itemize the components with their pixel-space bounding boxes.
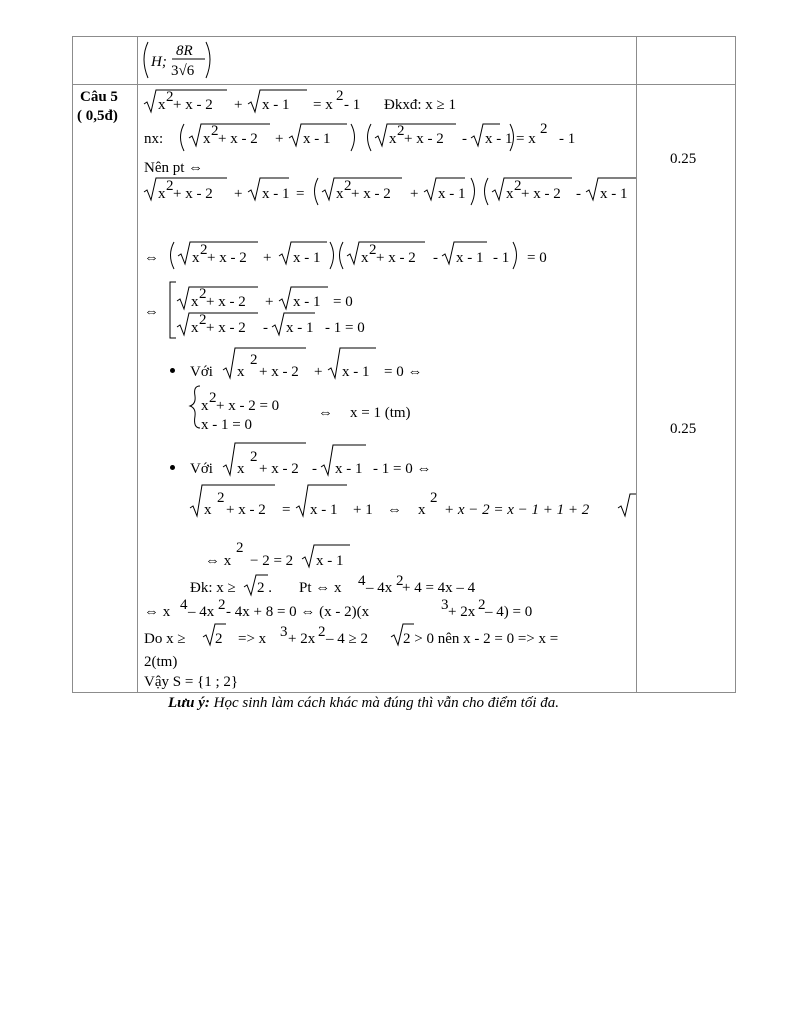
svg-text:2: 2 <box>215 631 223 647</box>
svg-text:-: - <box>312 461 317 477</box>
svg-text:-: - <box>576 186 581 202</box>
svg-text:2: 2 <box>430 490 438 506</box>
svg-text:x - 1: x - 1 <box>303 131 331 147</box>
svg-text:x: x <box>237 461 245 477</box>
svg-text:x - 1: x - 1 <box>600 186 628 202</box>
svg-text:+: + <box>265 294 274 310</box>
svg-text:+: + <box>263 250 272 266</box>
since-result: 2(tm) <box>144 654 178 670</box>
case-1-condition <box>190 348 422 380</box>
condition-two <box>190 573 476 596</box>
svg-text:+ x − 2 = x − 1 + 1 + 2: + x − 2 = x − 1 + 1 + 2 <box>444 502 590 518</box>
svg-text:2: 2 <box>514 178 522 194</box>
svg-text:2: 2 <box>166 178 174 194</box>
equation-equivalent <box>144 178 636 205</box>
case-2-condition <box>190 443 431 477</box>
svg-text:+ 2x: + 2x <box>448 604 476 620</box>
svg-text:x: x <box>204 502 212 518</box>
svg-text:x - 1: x - 1 <box>316 553 344 569</box>
step-two <box>205 540 350 569</box>
svg-text:=> x: => x <box>238 631 267 647</box>
svg-text:2: 2 <box>218 597 226 613</box>
svg-text:- 1: - 1 <box>493 250 510 266</box>
svg-text:=: = <box>296 186 305 202</box>
svg-text:+ x - 2: + x - 2 <box>206 294 246 310</box>
svg-text:= 0 ⇔: = 0 ⇔ <box>384 364 423 380</box>
svg-text:-: - <box>433 250 438 266</box>
svg-text:2 .: 2 . <box>257 580 272 596</box>
svg-text:2: 2 <box>236 540 244 556</box>
svg-text:2: 2 <box>166 89 174 105</box>
svg-text:2: 2 <box>336 88 344 104</box>
svg-text:⇔: ⇔ <box>318 405 333 421</box>
svg-text:x - 1: x - 1 <box>293 250 321 266</box>
svg-text:x: x <box>418 502 426 518</box>
svg-text:2: 2 <box>209 390 217 406</box>
svg-text:− 2 = 2: − 2 = 2 <box>250 553 294 569</box>
svg-text:2: 2 <box>396 573 404 589</box>
svg-text:+: + <box>234 186 243 202</box>
svg-text:- 4x + 8 = 0 ⇔ (x - 2)(x: - 4x + 8 = 0 ⇔ (x - 2)(x <box>226 604 370 620</box>
note-text: Học sinh làm cách khác mà đúng thì vẫn cho điểm tối đa. <box>213 695 560 711</box>
svg-text:+ x - 2: + x - 2 <box>226 502 266 518</box>
svg-text:x: x <box>361 250 369 266</box>
svg-text:-: - <box>462 131 467 147</box>
bullet-1 <box>170 368 175 373</box>
conclusion: Vậy S = {1 ; 2} <box>144 674 239 690</box>
svg-text:+: + <box>314 364 323 380</box>
svg-text:= 0: = 0 <box>527 250 547 266</box>
svg-text:x - 1: x - 1 <box>335 461 363 477</box>
equation-factored <box>144 242 547 269</box>
svg-text:= x: = x <box>313 97 333 113</box>
question-label: Câu 5 <box>80 89 118 105</box>
svg-text:x: x <box>201 398 209 414</box>
svg-text:+ x - 2: + x - 2 <box>259 461 299 477</box>
svg-text:4: 4 <box>180 597 188 613</box>
svg-text:x - 1: x - 1 <box>293 294 321 310</box>
svg-text:+ x - 2: + x - 2 <box>521 186 561 202</box>
svg-text:2: 2 <box>217 490 225 506</box>
svg-text:x: x <box>158 97 166 113</box>
svg-text:+ x - 2: + x - 2 <box>351 186 391 202</box>
svg-text:x - 1: x - 1 <box>438 186 466 202</box>
svg-text:x: x <box>237 364 245 380</box>
svg-text:+ x - 2: + x - 2 <box>173 186 213 202</box>
svg-text:+ x - 2: + x - 2 <box>206 320 246 336</box>
svg-text:x: x <box>506 186 514 202</box>
svg-text:2: 2 <box>211 123 219 139</box>
svg-text:– 4) = 0: – 4) = 0 <box>485 604 533 620</box>
svg-text:- 1 = 0 ⇔: - 1 = 0 ⇔ <box>373 461 432 477</box>
svg-text:+ x - 2: + x - 2 <box>218 131 258 147</box>
therefore-label: Nên pt ⇔ <box>144 160 204 176</box>
frac-denominator: 3√6 <box>171 63 195 79</box>
frac-numerator: 8R <box>176 43 193 59</box>
svg-text:x - 1: x - 1 <box>262 97 290 113</box>
svg-text:2: 2 <box>318 624 326 640</box>
svg-text:Với: Với <box>190 461 213 477</box>
domain-condition: Đkxđ: x ≥ 1 <box>384 97 456 113</box>
svg-text:⇔: ⇔ <box>144 250 159 266</box>
svg-text:+ x - 2: + x - 2 <box>207 250 247 266</box>
svg-text:= 0: = 0 <box>333 294 353 310</box>
svg-text:x: x <box>191 294 199 310</box>
svg-text:+ x - 2 = 0: + x - 2 = 0 <box>216 398 280 414</box>
svg-text:+: + <box>275 131 284 147</box>
svg-text:+: + <box>234 97 243 113</box>
point-label: H; <box>151 54 167 70</box>
svg-text:x: x <box>203 131 211 147</box>
svg-text:2 > 0 nên x - 2 = 0 => x =: 2 > 0 nên x - 2 = 0 => x = <box>403 631 559 647</box>
svg-text:2: 2 <box>369 242 377 258</box>
svg-text:- 1: - 1 <box>344 97 361 113</box>
svg-text:x: x <box>158 186 166 202</box>
svg-text:x - 1: x - 1 <box>310 502 338 518</box>
svg-text:x: x <box>191 320 199 336</box>
svg-text:4: 4 <box>358 573 366 589</box>
svg-text:x: x <box>336 186 344 202</box>
score-1: 0.25 <box>670 151 697 167</box>
note-label: Lưu ý: <box>168 695 210 711</box>
svg-text:2: 2 <box>478 597 486 613</box>
squared-step <box>190 485 636 518</box>
svg-text:2: 2 <box>199 312 207 328</box>
svg-text:2: 2 <box>397 123 405 139</box>
svg-text:+ x - 2: + x - 2 <box>376 250 416 266</box>
score-2: 0.25 <box>670 421 697 437</box>
svg-text:+ 1: + 1 <box>353 502 373 518</box>
svg-text:x - 1: x - 1 <box>485 131 513 147</box>
svg-text:+ x - 2: + x - 2 <box>404 131 444 147</box>
svg-text:x - 1: x - 1 <box>286 320 314 336</box>
svg-text:2: 2 <box>344 178 352 194</box>
svg-text:x - 1: x - 1 <box>456 250 484 266</box>
svg-text:⇔: ⇔ <box>144 304 159 320</box>
svg-text:2: 2 <box>250 449 258 465</box>
question-points: ( 0,5đ) <box>77 108 118 124</box>
svg-text:x: x <box>192 250 200 266</box>
svg-text:⇔ x: ⇔ x <box>144 604 171 620</box>
svg-text:+ x - 2: + x - 2 <box>173 97 213 113</box>
svg-text:- 1: - 1 <box>559 131 576 147</box>
equation-main <box>144 88 360 113</box>
svg-text:+ 2x: + 2x <box>288 631 316 647</box>
polynomial-step <box>144 597 532 620</box>
svg-text:2: 2 <box>540 121 548 137</box>
svg-text:x - 1: x - 1 <box>262 186 290 202</box>
svg-text:Đk: x ≥: Đk: x ≥ <box>190 580 236 596</box>
svg-text:-: - <box>263 320 268 336</box>
svg-text:Pt ⇔ x: Pt ⇔ x <box>299 580 342 596</box>
svg-text:Do x ≥: Do x ≥ <box>144 631 186 647</box>
svg-text:3: 3 <box>441 597 449 613</box>
svg-text:+ x - 2: + x - 2 <box>259 364 299 380</box>
cases-block <box>144 282 365 338</box>
bullet-2 <box>170 465 175 470</box>
svg-text:2: 2 <box>250 352 258 368</box>
nx-label: nx: <box>144 131 164 147</box>
svg-text:+ 4 = 4x – 4: + 4 = 4x – 4 <box>402 580 476 596</box>
svg-text:⇔ x: ⇔ x <box>205 553 232 569</box>
svg-text:x - 1 = 0: x - 1 = 0 <box>201 417 252 433</box>
svg-text:– 4x: – 4x <box>366 580 393 596</box>
svg-text:⇔: ⇔ <box>387 502 402 518</box>
svg-text:x: x <box>389 131 397 147</box>
svg-text:x = 1 (tm): x = 1 (tm) <box>350 405 411 421</box>
nx-expression <box>181 121 576 151</box>
since-step <box>144 624 558 647</box>
case-1-system <box>190 386 411 433</box>
svg-text:– 4x: – 4x <box>188 604 215 620</box>
svg-text:Với: Với <box>190 364 213 380</box>
svg-text:x - 1: x - 1 <box>342 364 370 380</box>
note <box>168 694 559 712</box>
svg-text:2: 2 <box>199 286 207 302</box>
svg-text:– 4 ≥ 2: – 4 ≥ 2 <box>326 631 368 647</box>
svg-text:2: 2 <box>200 242 208 258</box>
svg-text:3: 3 <box>280 624 288 640</box>
svg-text:+: + <box>410 186 419 202</box>
svg-text:=: = <box>282 502 291 518</box>
svg-text:- 1 = 0: - 1 = 0 <box>325 320 365 336</box>
svg-text:= x: = x <box>516 131 536 147</box>
